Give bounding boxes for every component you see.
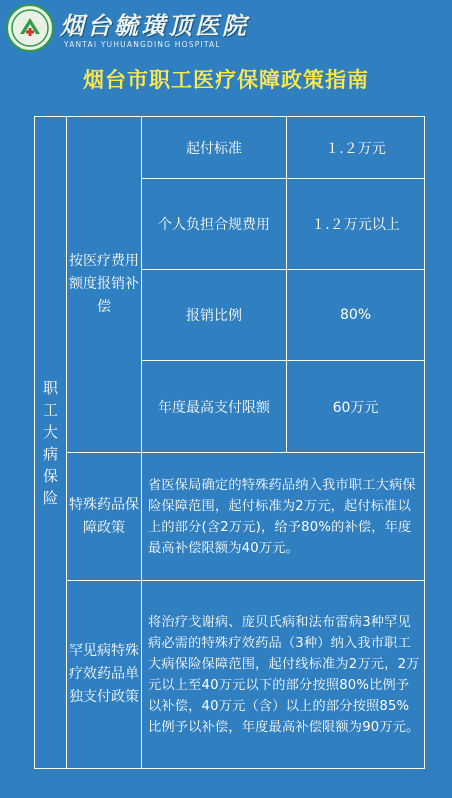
- section-label-cell: [67, 453, 142, 581]
- row-value: 80%: [287, 270, 425, 361]
- section-label-cell: [67, 117, 142, 453]
- table-row: [35, 453, 425, 581]
- section-text: 将治疗戈谢病、庞贝氏病和法布雷病3种罕见病必需的特殊疗效药品（3种）纳入我市职工大病保险保障范围，起付线标准为2万元，2万元以上至40万元以下的部分按照80%比例予以补偿，40万元（含）以上的部分按照85%比例予以补偿，年度最高补偿限额为90万元。: [142, 581, 425, 769]
- section-label: 按医疗费用额度报销补偿: [69, 253, 139, 315]
- hospital-name-en: YANTAI YUHUANGDING HOSPITAL: [64, 40, 221, 49]
- hospital-name-cn: 烟台毓璜顶医院: [60, 11, 249, 40]
- row-value: 60万元: [287, 361, 425, 453]
- category-cell: [35, 117, 67, 769]
- hospital-logo: [6, 4, 54, 52]
- category-label: 职工大病保险: [42, 378, 58, 507]
- hospital-emblem-icon: [8, 6, 52, 50]
- section-label: 罕见病特殊疗效药品单独支付政策: [69, 643, 139, 705]
- row-item: 个人负担合规费用: [142, 179, 287, 270]
- row-item: 报销比例: [142, 270, 287, 361]
- table-row: [35, 117, 425, 179]
- row-item: 起付标准: [142, 117, 287, 179]
- section-label-cell: [67, 581, 142, 769]
- row-value: １.２万元: [287, 117, 425, 179]
- section-label: 特殊药品保障政策: [69, 496, 139, 536]
- section-text: 省医保局确定的特殊药品纳入我市职工大病保险保障范围，起付标准为2万元，起付标准以上的部分(含2万元)，给予80%的补偿，年度最高补偿限额为40万元。: [142, 453, 425, 581]
- row-item: 年度最高支付限额: [142, 361, 287, 453]
- page-title: 烟台市职工医疗保障政策指南: [83, 68, 369, 92]
- row-value: １.２万元以上: [287, 179, 425, 270]
- table-row: [35, 581, 425, 769]
- policy-table: [34, 116, 425, 769]
- header: [0, 0, 452, 60]
